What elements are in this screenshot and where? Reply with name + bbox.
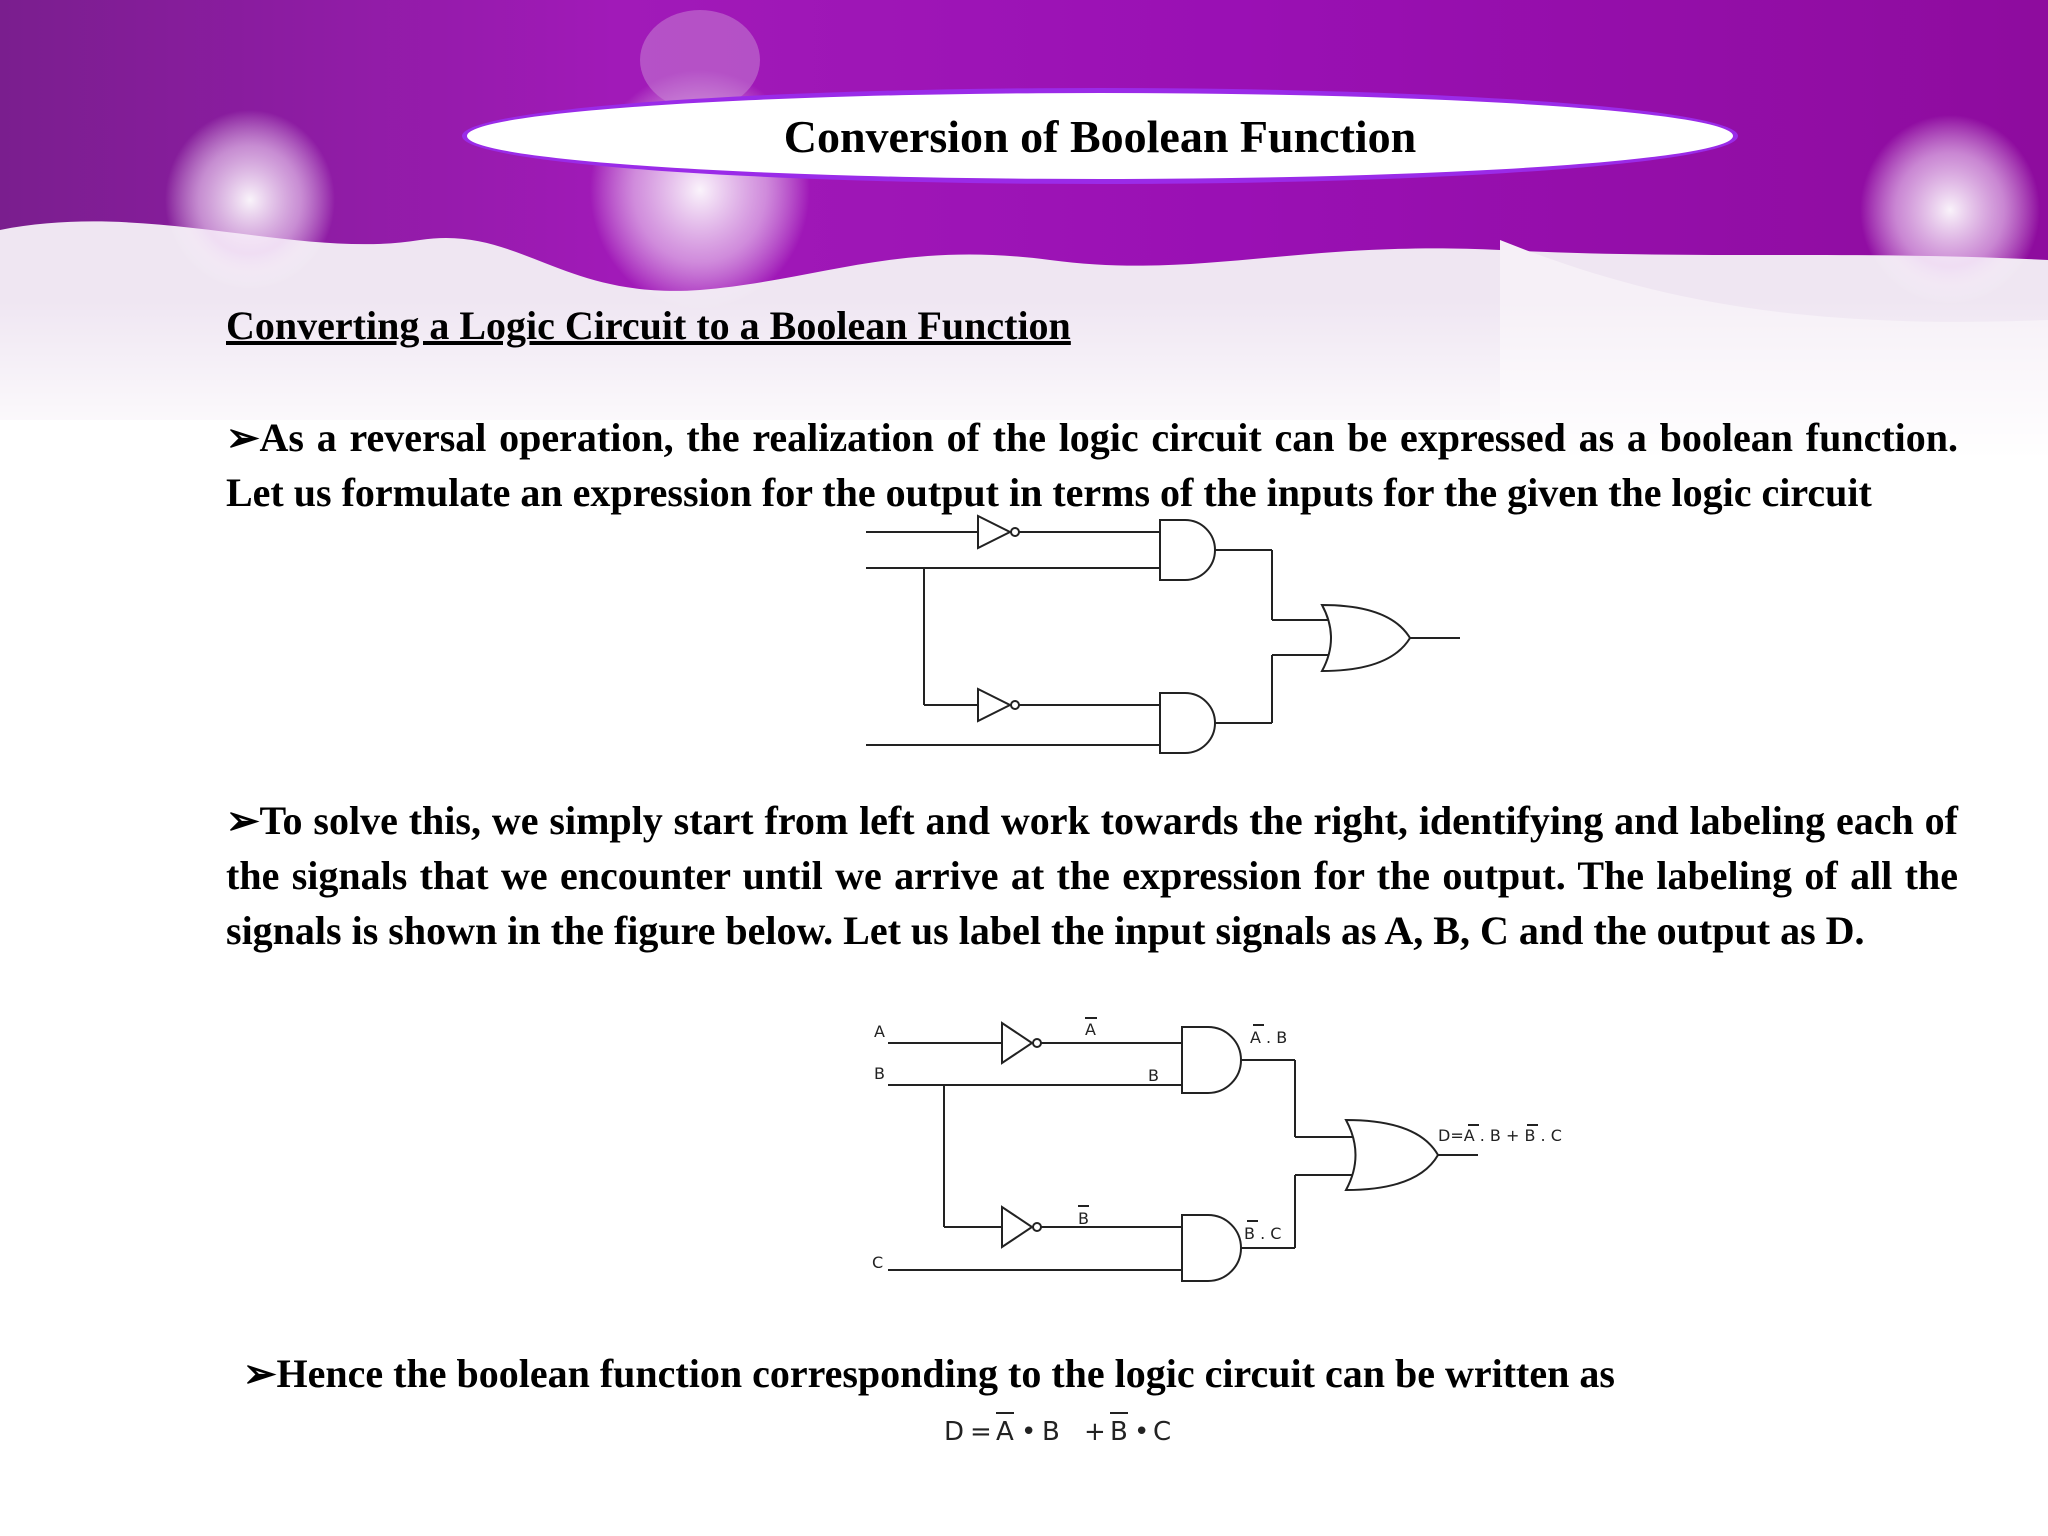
bullet-arrow-icon: ➢	[243, 1351, 277, 1396]
paragraph-3	[243, 1346, 1975, 1401]
label-not-a: A	[1085, 1020, 1096, 1039]
logic-circuit-labeled	[870, 1015, 1590, 1285]
label-and2-out: B . C	[1244, 1224, 1282, 1243]
label-and1-out: A . B	[1250, 1028, 1288, 1047]
expr-c: C	[1153, 1417, 1172, 1447]
expr-d: D	[944, 1417, 965, 1447]
label-input-c: C	[872, 1253, 884, 1272]
paragraph-1-text: As a reversal operation, the realization of the logic circuit can be expressed as a boolean function. Let us formulate an expression for the output in terms of the inputs for the given the logic circuit	[226, 415, 1958, 515]
paragraph-2-text: To solve this, we simply start from left and work towards the right, identifying and labeling each of the signals that we encounter until we arrive at the expression for the output. The labeling of all the signals is shown in the figure below. Let us label the input signals as A, B, C and the output as D.	[226, 798, 1958, 953]
paragraph-2	[226, 793, 1958, 958]
slide-title: Conversion of Boolean Function	[783, 110, 1417, 162]
expr-b-bar: B	[1110, 1417, 1128, 1447]
label-not-b: B	[1078, 1209, 1089, 1228]
and-gate-1	[1160, 520, 1215, 580]
not-gate-b	[1002, 1207, 1032, 1247]
expr-b: B	[1042, 1417, 1060, 1447]
expr-dot-1: •	[1021, 1417, 1037, 1447]
title-banner	[462, 88, 1738, 184]
logic-circuit-unlabeled	[860, 505, 1470, 760]
label-input-b: B	[874, 1064, 885, 1083]
not-gate-1	[978, 516, 1010, 548]
expr-dot-2: •	[1134, 1417, 1150, 1447]
paragraph-3-text: Hence the boolean function corresponding to the logic circuit can be written as	[276, 1351, 1615, 1396]
bullet-arrow-icon: ➢	[226, 415, 260, 460]
paragraph-1	[226, 410, 1958, 520]
not-gate-2	[978, 689, 1010, 721]
and-gate-a	[1182, 1027, 1241, 1093]
and-gate-b	[1182, 1215, 1241, 1281]
or-gate	[1322, 605, 1410, 671]
bullet-arrow-icon: ➢	[226, 798, 260, 843]
or-gate-d	[1346, 1120, 1438, 1190]
label-output-d: D=A . B + B . C	[1438, 1126, 1562, 1145]
final-expression	[942, 1404, 1202, 1454]
and-gate-2	[1160, 693, 1215, 753]
expr-plus: +	[1084, 1417, 1106, 1447]
expr-eq: =	[970, 1417, 992, 1447]
label-input-a: A	[874, 1022, 885, 1041]
subheading: Converting a Logic Circuit to a Boolean Function	[226, 303, 1071, 348]
expr-a-bar: A	[996, 1417, 1014, 1447]
not-gate-a	[1002, 1023, 1032, 1063]
label-b-to-and: B	[1148, 1066, 1159, 1085]
